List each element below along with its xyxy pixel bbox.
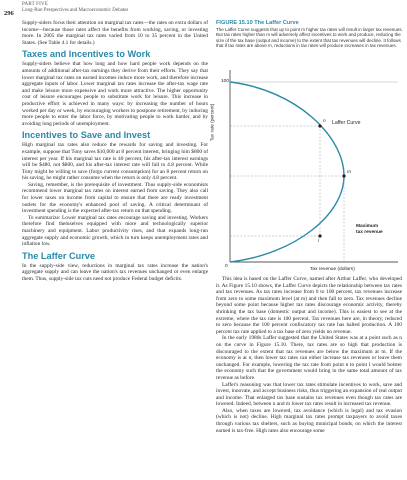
max-revenue-label-1: Maximum xyxy=(356,224,379,229)
section-paragraph: In the supply-side view, reductions in marginal tax rates increase the nation's aggregate supply and can leave the nation's tax revenues unchanged or even enlarge them. Thus, supply-side tax cuts need not produce Federal budget deficits. xyxy=(22,262,208,282)
figure-caption: The Laffer Curve suggests that up to point m higher tax rates will result in larger tax revenues. But tax rates higher than m will adversely affect incentives to work and produce, reducing the size of the tax base (output and income) to the extent that tax revenues will decline. It follows that if tax rates are above m, reductions in tax rates will produce increases in tax revenues. xyxy=(216,27,403,49)
figure-label: FIGURE 15.10 xyxy=(216,20,253,26)
section-heading-laffer-curve: The Laffer Curve xyxy=(22,250,96,261)
figure-15-10 xyxy=(210,20,404,272)
book-title: Long-Run Perspectives and Macroeconomic Debates xyxy=(22,8,129,13)
section-heading-save-invest: Incentives to Save and Invest xyxy=(22,130,151,141)
page-number: 296 xyxy=(4,10,14,17)
section-paragraph: Supply-siders believe that how long and how hard people work depends on the amounts of additional after-tax earnings they derive from their efforts. They say that lower marginal tax rates on earned incomes induce more work, and therefore increase aggregate inputs of labor. Lower marginal tax rates increase the after-tax wage rate and make leisure more expensive and work more attractive. The higher opportunity cost of leisure encourages people to substitute work for leisure. This increase in productive effort is achieved in many ways: by increasing the number of hours worked per day or week, by encouraging workers to postpone retirement, by inducing more people to enter the labor force, by motivating people to work harder, and by avoiding long periods of unemployment. xyxy=(22,61,208,127)
body-paragraph: This idea is based on the Laffer Curve, named after Arthur Laffer, who developed it. As Figure 15.10 shows, the Laffer Curve depicts the relationship between tax rates and tax revenues. As tax rates increase from 0 to 100 percent, tax revenues increase from zero to some maximum level (at m) and then fall to zero. Tax revenues decline beyond some point because higher tax rates discourage economic activity, thereby shrinking the tax base (domestic output and income). This is easiest to see at the extreme, where the tax rate is 100 percent. Tax revenues here are, in theory, reduced to zero because the 100 percent confiscatory tax rate has halted production. A 100 percent tax rate applied to a tax base of zero yields no revenue. xyxy=(216,276,402,335)
laffer-curve-diagram xyxy=(210,64,404,276)
point-l-label: l xyxy=(318,239,320,244)
right-column xyxy=(216,276,402,434)
point-n-label: n xyxy=(323,119,326,124)
section-paragraph: Saving, remember, is the prerequisite of investment. Thus supply-side economists recommend lower marginal tax rates on interest earned from saving. They also call for lower taxes on income from capital to ensure that there are ready investment outlets for the economy's enhanced pool of saving. A critical determinant of investment spending is the expected after-tax return on that spending. xyxy=(22,181,208,215)
section-paragraph: High marginal tax rates also reduce the rewards for saving and investing. For example, suppose that Tony saves $10,000 at 8 percent interest, bringing him $800 of interest per year. If his marginal tax rate is 40 percent, his after-tax interest earnings will be $480, not $800, and his after-tax interest rate will fall to 4.8 percent. While Tony might be willing to save (forgo current consumption) for an 8 percent return on his saving, he might rather consume when the return is only 4.8 percent. xyxy=(22,142,208,182)
figure-title xyxy=(216,20,404,26)
y-axis-top-tick: 100 xyxy=(221,79,230,84)
laffer-curve-svg xyxy=(216,64,404,276)
section-paragraph: To summarize: Lower marginal tax rates encourage saving and investing. Workers therefore find themselves equipped with more and technologically superior machinery and equipment. Labor productivity rises, and that expands long-run aggregate supply and economic growth, which in turn keeps unemployment rates and inflation low. xyxy=(22,214,208,248)
point-m-label: m xyxy=(347,170,351,175)
body-paragraph: Also, when taxes are lowered, tax avoidance (which is legal) and tax evasion (which is not) decline. High marginal tax rates prompt taxpayers to avoid taxes through various tax shelters, such as buying municipal bonds, on which the interest earned is tax-free. High rates also encourage some xyxy=(216,407,402,434)
section-heading-taxes-incentives-work: Taxes and Incentives to Work xyxy=(22,49,151,60)
x-axis-label: Tax revenue (dollars) xyxy=(310,267,355,272)
intro-paragraph: Supply-siders focus their attention on marginal tax rates—the rates on extra dollars of income—because those rates affect the benefits from working, saving, or investing more. In 2005 the marginal tax rates varied from 10 to 35 percent in the United States. (See Table 4.1 for details.) xyxy=(22,20,208,46)
point-l xyxy=(318,234,321,237)
laffer-curve-line xyxy=(230,82,344,262)
y-axis-label: Tax rate (percent) xyxy=(210,103,216,142)
laffer-curve-label: Laffer Curve xyxy=(332,120,361,126)
figure-name: The Laffer Curve xyxy=(254,20,299,26)
body-paragraph: Laffer's reasoning was that lower tax rates stimulate incentives to work, save and invest, innovate, and accept business risks, thus triggering an expansion of real output and income. That enlarged tax base sustains tax revenues even though tax rates are lowered. Indeed, between n and m lower tax rates result in increased tax revenue. xyxy=(216,381,402,408)
y-axis-zero-tick: 0 xyxy=(225,264,228,269)
part-label: PART FIVE xyxy=(22,2,49,7)
point-m xyxy=(342,174,345,177)
max-revenue-label-2: tax revenue xyxy=(356,230,383,235)
body-paragraph: In the early 1980s Laffer suggested that the United States was at a point such as n on the curve in Figure 15.10. There, tax rates are so high that production is discouraged to the extent that tax revenues are below the maximum at m. If the economy is at n, then lower tax rates can either increase tax revenues or leave them unchanged. For example, lowering the tax rate from point n to point l would bolster the economy such that the government would bring in the same total amount of tax revenue as before. xyxy=(216,335,402,381)
point-n xyxy=(318,124,321,127)
left-column xyxy=(22,20,208,283)
